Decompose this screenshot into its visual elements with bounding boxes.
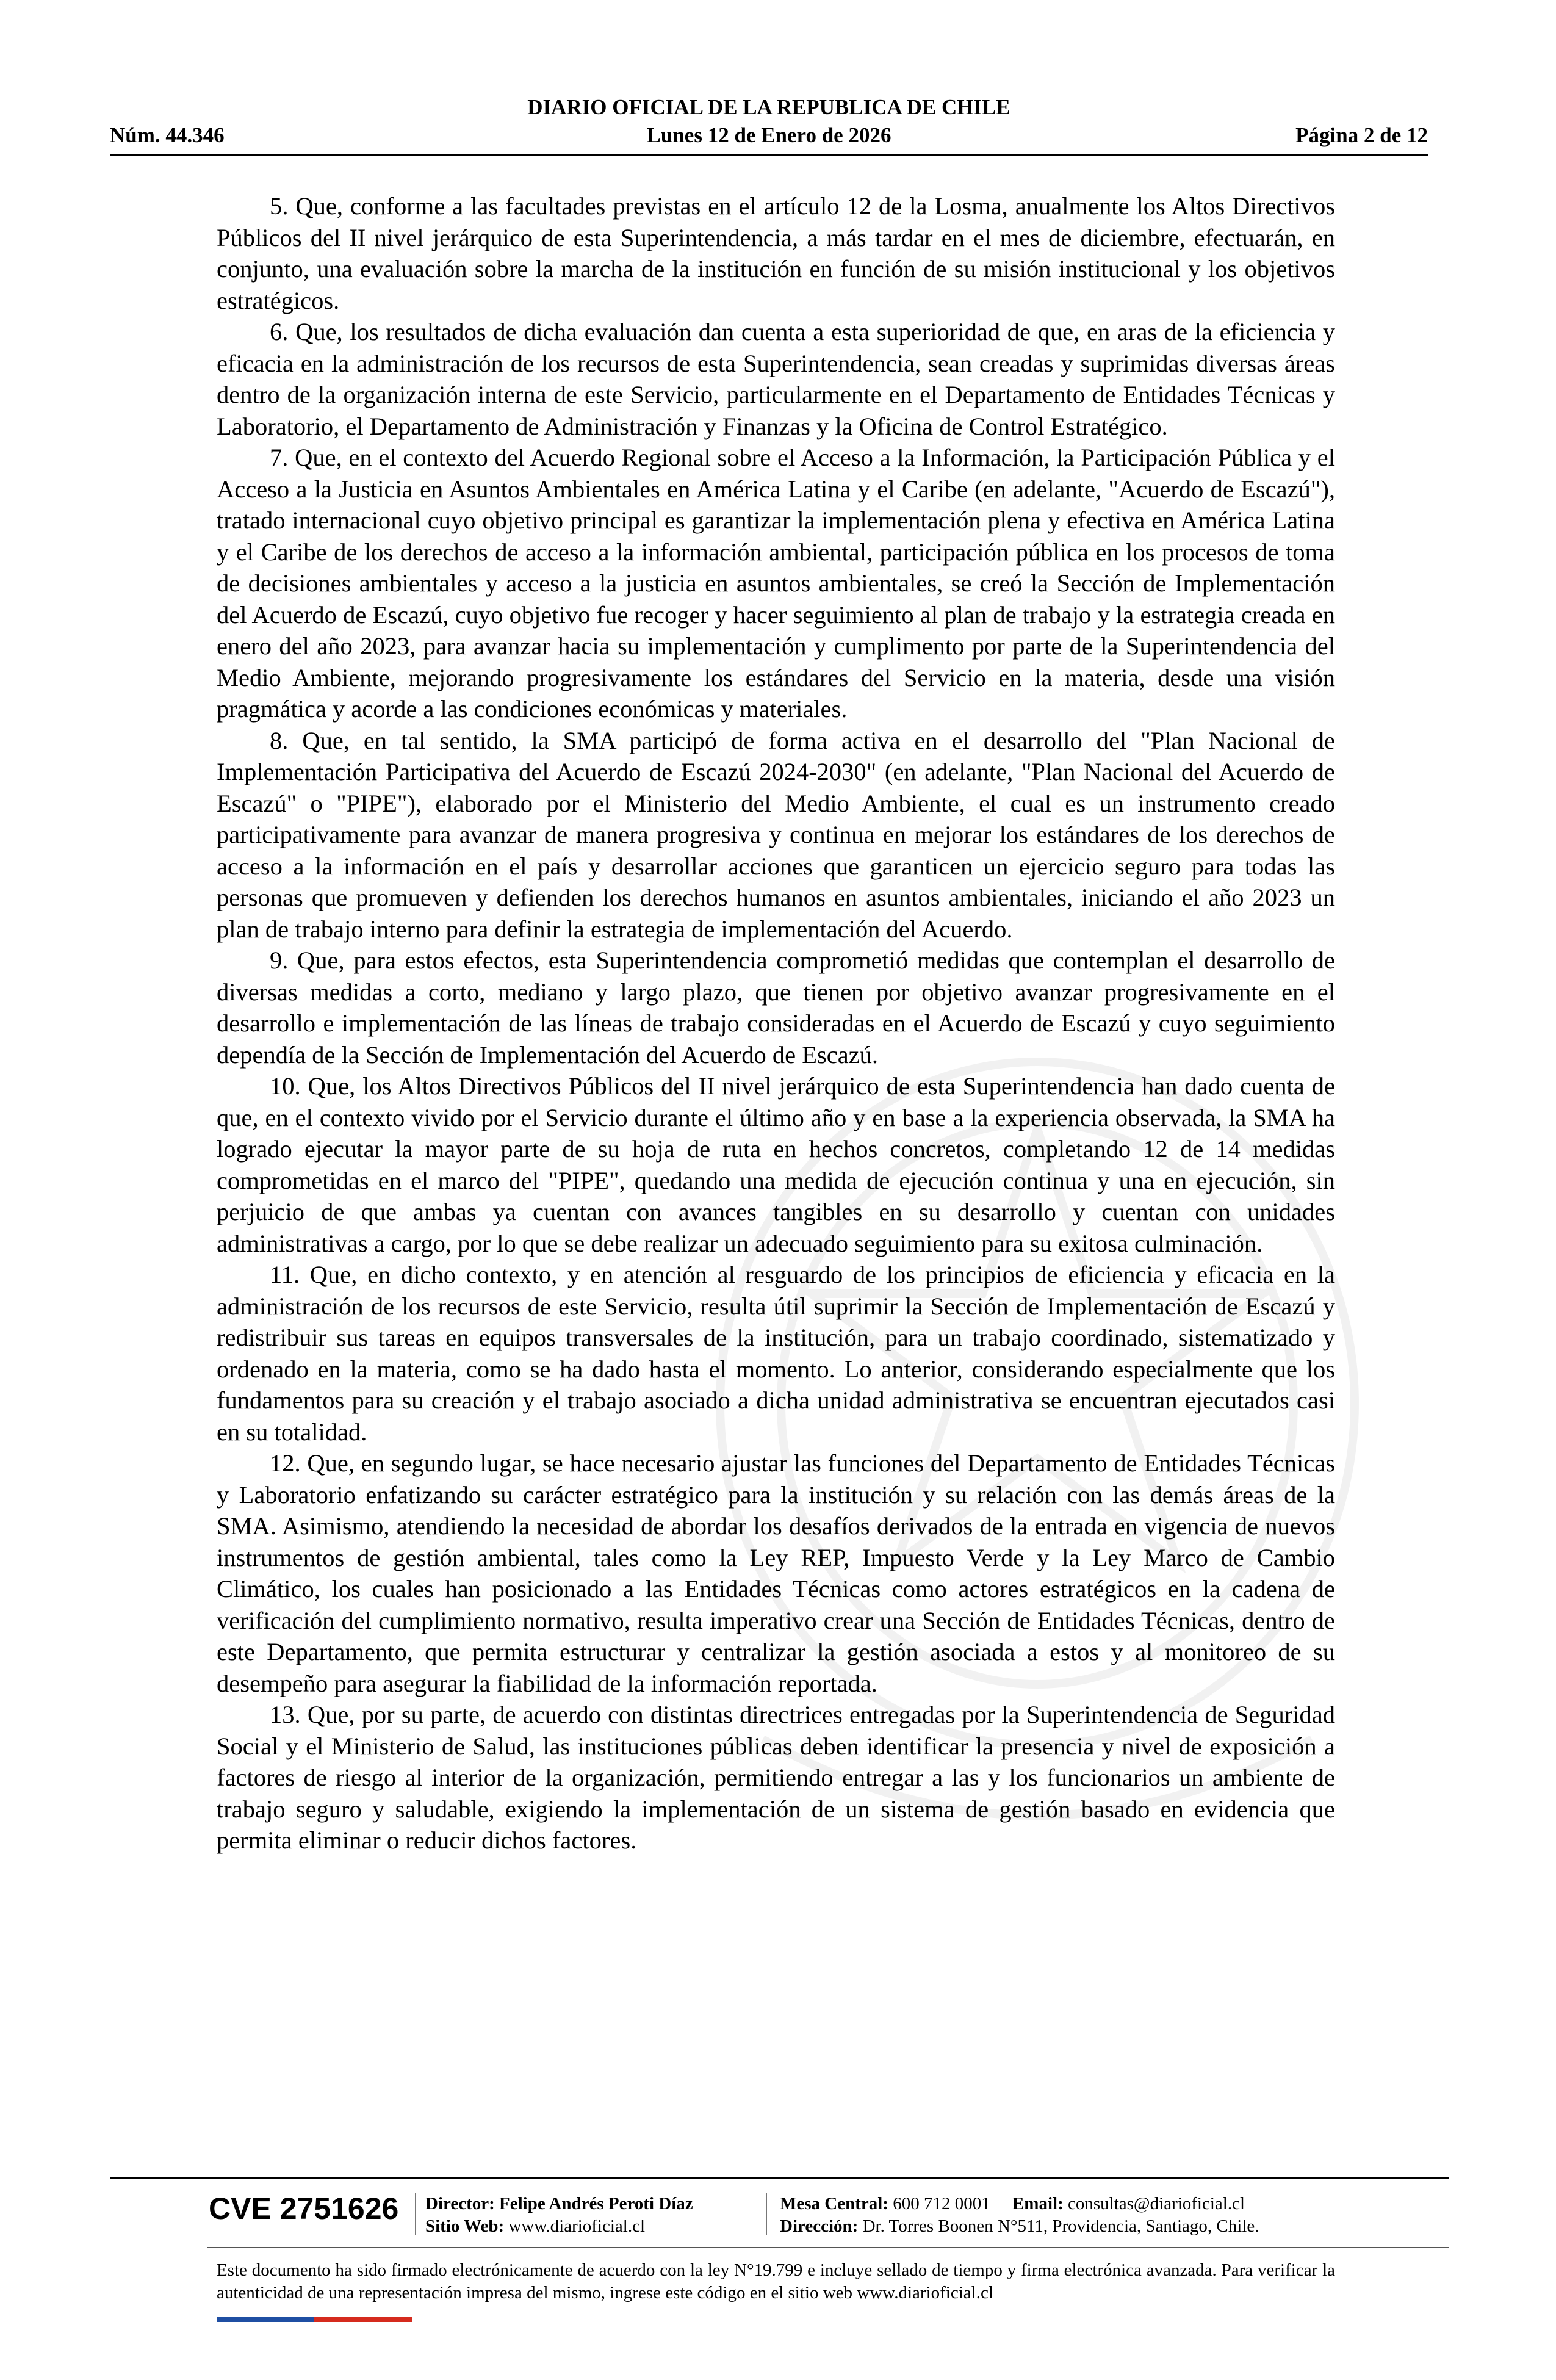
email-label: Email: [1012, 2194, 1064, 2213]
page-number: Página 2 de 12 [1295, 123, 1428, 147]
director-label: Director: [425, 2194, 495, 2213]
footer-divider-secondary [207, 2247, 1449, 2248]
address-text: Dr. Torres Boonen N°511, Providencia, Santiago, Chile. [862, 2216, 1259, 2236]
paragraph-10: 10. Que, los Altos Directivos Públicos del II nivel jerárquico de esta Superintendencia han dado cuenta de que, en el contexto vivido por el Servicio durante el último año y en base a la experiencia observada, la SMA ha logrado ejecutar la mayor parte de su hoja de ruta en hechos concretos, completando 12 de 14 medidas comprometidas en el marco del "PIPE", quedando una medida de ejecución continua y una en ejecución, sin perjuicio de que ambas ya cuentan con avances tangibles en su desarrollo y cuentan con unidades administrativas a cargo, por lo que se debe realizar un adecuado seguimiento para su exitosa culminación. [217, 1072, 1335, 1257]
footer-separator [415, 2193, 416, 2235]
paragraph-12: 12. Que, en segundo lugar, se hace necesario ajustar las funciones del Departamento de Entidades Técnicas y Laboratorio enfatizando su carácter estratégico para la institución y su relación con las demás áreas de la SMA. Asimismo, atendiendo la necesidad de abordar los desafíos derivados de la entrada en vigencia de nuevos instrumentos de gestión ambiental, tales como la Ley REP, Impuesto Verde y la Ley Marco de Cambio Climático, los cuales han posicionado a las Entidades Técnicas como actores estratégicos en la cadena de verificación del cumplimiento normativo, resulta imperativo crear una Sección de Entidades Técnicas, dentro de este Departamento, que permita estructurar y centralizar la gestión asociada a estos y al monitoreo de su desempeño para asegurar la fiabilidad de la información reportada. [217, 1449, 1335, 1697]
paragraph-7: 7. Que, en el contexto del Acuerdo Regional sobre el Acceso a la Información, la Participación Pública y el Acceso a la Justicia en Asuntos Ambientales en América Latina y el Caribe (en adelante, "Acuerdo de Escazú"), tratado internacional cuyo objetivo principal es garantizar la implementación plena y efectiva en América Latina y el Caribe de los derechos de acceso a la información ambiental, participación pública en los procesos de toma de decisiones ambientales y acceso a la justicia en asuntos ambientales, se creó la Sección de Implementación del Acuerdo de Escazú, cuyo objetivo fue recoger y hacer seguimiento al plan de trabajo y la estrategia creada en enero del año 2023, para avanzar hacia su implementación y cumplimento por parte de la Superintendencia del Medio Ambiente, mejorando progresivamente los estándares del Servicio en la materia, desde una visión pragmática y acorde a las condiciones económicas y materiales. [217, 444, 1335, 723]
flag-stripe-red [314, 2317, 412, 2322]
paragraph-5: 5. Que, conforme a las facultades previstas en el artículo 12 de la Losma, anualmente los Altos Directivos Públicos del II nivel jerárquico de esta Superintendencia, a más tardar en el mes de diciembre, efectuarán, en conjunto, una evaluación sobre la marcha de la institución en función de su misión institucional y los objetivos estratégicos. [217, 192, 1335, 314]
address-label: Dirección: [780, 2216, 859, 2236]
issue-date: Lunes 12 de Enero de 2026 [646, 123, 891, 147]
footer-director-block [425, 2193, 693, 2238]
legal-notice: Este documento ha sido firmado electrónicamente de acuerdo con la ley N°19.799 e incluye sellado de tiempo y firma electrónica avanzada. Para verificar la autenticidad de una representación impresa del mismo, ingrese este código en el sitio web www.diarioficial.cl [217, 2260, 1335, 2302]
footer-divider [110, 2177, 1449, 2179]
issue-number: Núm. 44.346 [110, 123, 225, 147]
paragraph-8: 8. Que, en tal sentido, la SMA participó de forma activa en el desarrollo del "Plan Nacional de Implementación Participativa del Acuerdo de Escazú 2024-2030" (en adelante, "Plan Nacional del Acuerdo de Escazú" o "PIPE"), elaborado por el Ministerio del Medio Ambiente, el cual es un instrumento creado participativamente para avanzar de manera progresiva y continua en mejorar los estándares de los derechos de acceso a la información en el país y desarrollar acciones que garanticen un ejercicio seguro para todas las personas que promueven y defienden los derechos humanos en asuntos ambientales, iniciando el año 2023 un plan de trabajo interno para definir la estrategia de implementación del Acuerdo. [217, 726, 1335, 943]
paragraph-11: 11. Que, en dicho contexto, y en atención al resguardo de los principios de eficiencia y eficacia en la administración de los recursos de este Servicio, resulta útil suprimir la Sección de Implementación de Escazú y redistribuir sus tareas en equipos transversales de la institución, para un trabajo coordinado, sistematizado y ordenado en la materia, como se ha dado hasta el momento. Lo anterior, considerando especialmente que los fundamentos para su creación y el trabajo asociado a dicha unidad administrativa se encuentran ejecutados casi en su totalidad. [217, 1261, 1335, 1446]
flag-stripe-blue [217, 2317, 314, 2322]
paragraph-13: 13. Que, por su parte, de acuerdo con distintas directrices entregadas por la Superintendencia de Seguridad Social y el Ministerio de Salud, las instituciones públicas deben identificar la presencia y nivel de exposición a factores de riesgo al interior de la organización, permitiendo entregar a las y los funcionarios un ambiente de trabajo seguro y saludable, exigiendo la implementación de un sistema de gestión basado en evidencia que permita eliminar o reducir dichos factores. [217, 1701, 1335, 1854]
website-link[interactable]: www.diarioficial.cl [508, 2216, 646, 2236]
phone-label: Mesa Central: [780, 2194, 888, 2213]
header-divider [110, 154, 1428, 156]
phone-number: 600 712 0001 [893, 2194, 990, 2213]
footer-separator [766, 2193, 767, 2235]
page-header [110, 92, 1428, 162]
director-name: Felipe Andrés Peroti Díaz [499, 2194, 693, 2213]
footer-contact-block [780, 2193, 1259, 2238]
website-label: Sitio Web: [425, 2216, 505, 2236]
paragraph-6: 6. Que, los resultados de dicha evaluación dan cuenta a esta superioridad de que, en aras de la eficiencia y eficacia en la administración de los recursos de esta Superintendencia, sean creadas y suprimidas diversas áreas dentro de la organización interna de este Servicio, particularmente en el Departamento de Entidades Técnicas y Laboratorio, el Departamento de Administración y Finanzas y la Oficina de Control Estratégico. [217, 318, 1335, 440]
paragraph-9: 9. Que, para estos efectos, esta Superintendencia comprometió medidas que contemplan el desarrollo de diversas medidas a corto, mediano y largo plazo, que tienen por objetivo avanzar progresivamente en el desarrollo e implementación de las líneas de trabajo consideradas en el Acuerdo de Escazú y cuyo seguimiento dependía de la Sección de Implementación del Acuerdo de Escazú. [217, 947, 1335, 1069]
gazette-title: DIARIO OFICIAL DE LA REPUBLICA DE CHILE [527, 95, 1010, 119]
email-link[interactable]: consultas@diarioficial.cl [1068, 2194, 1245, 2213]
cve-code: CVE 2751626 [209, 2191, 399, 2226]
document-body [217, 190, 1335, 1856]
